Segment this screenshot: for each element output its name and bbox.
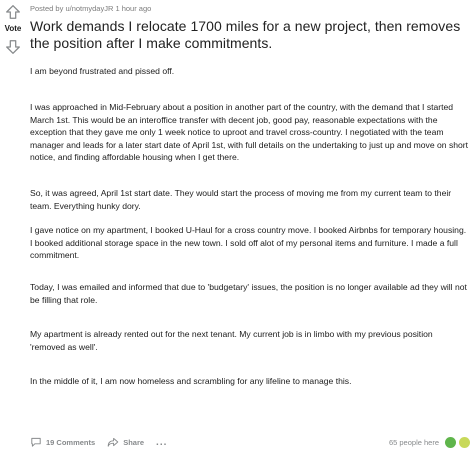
paragraph: I gave notice on my apartment, I booked U-Haul for a cross country move. I booked Airbnbs for temporary housing. I booked additional storage space in the new town. I sold off alot of my personal items and furniture. I made a full commitment.: [30, 225, 467, 261]
upvote-icon[interactable]: [4, 3, 22, 21]
paragraph: Today, I was emailed and informed that due to 'budgetary' issues, the position is no longer available ad they will not be filling that role.: [30, 282, 467, 305]
comments-button[interactable]: [30, 436, 95, 448]
paragraph: My apartment is already rented out for the next tenant. My current job is in limbo with my previous position 'removed as well'.: [30, 329, 433, 352]
post-meta[interactable]: Posted by u/notmydayJR 1 hour ago: [30, 4, 152, 13]
share-icon: [107, 436, 119, 448]
post-footer: [30, 433, 470, 451]
comment-icon: [30, 436, 42, 448]
people-here-label: 65 people here: [388, 437, 439, 447]
award-icon: [445, 437, 456, 448]
downvote-icon[interactable]: [4, 38, 22, 56]
people-here[interactable]: [389, 437, 470, 448]
share-button[interactable]: [107, 436, 144, 448]
award-icon: [459, 437, 470, 448]
vote-column: [0, 0, 26, 457]
more-options-button[interactable]: [156, 437, 167, 448]
paragraph: I was approached in Mid-February about a position in another part of the country, with the demand that I started March 1st. This would be an interoffice transfer with decent job, good pay, reasonable expectations with the exception that they gave me only 1 week notice to uproot and travel cross-country. I negotiated with the team manager and leads for a later start date of April 1st, with full details on the undertaking to just up and move on short notice, and finding affordable housing when I get there.: [30, 102, 469, 163]
post-title[interactable]: Work demands I relocate 1700 miles for a new project, then removes the position after I make commitments.: [30, 18, 461, 51]
paragraph: So, it was agreed, April 1st start date. They would start the process of moving me from my current team to their team. Everything hunky dory.: [30, 188, 452, 211]
more-icon: ...: [156, 436, 168, 448]
paragraph: I am beyond frustrated and pissed off.: [30, 66, 175, 76]
share-label: Share: [123, 437, 145, 447]
vote-label: Vote: [4, 24, 22, 33]
comments-label: 19 Comments: [46, 437, 96, 447]
post: [30, 0, 470, 448]
paragraph: In the middle of it, I am now homeless and scrambling for any lifeline to manage this.: [30, 376, 352, 387]
post-body: [30, 65, 470, 388]
